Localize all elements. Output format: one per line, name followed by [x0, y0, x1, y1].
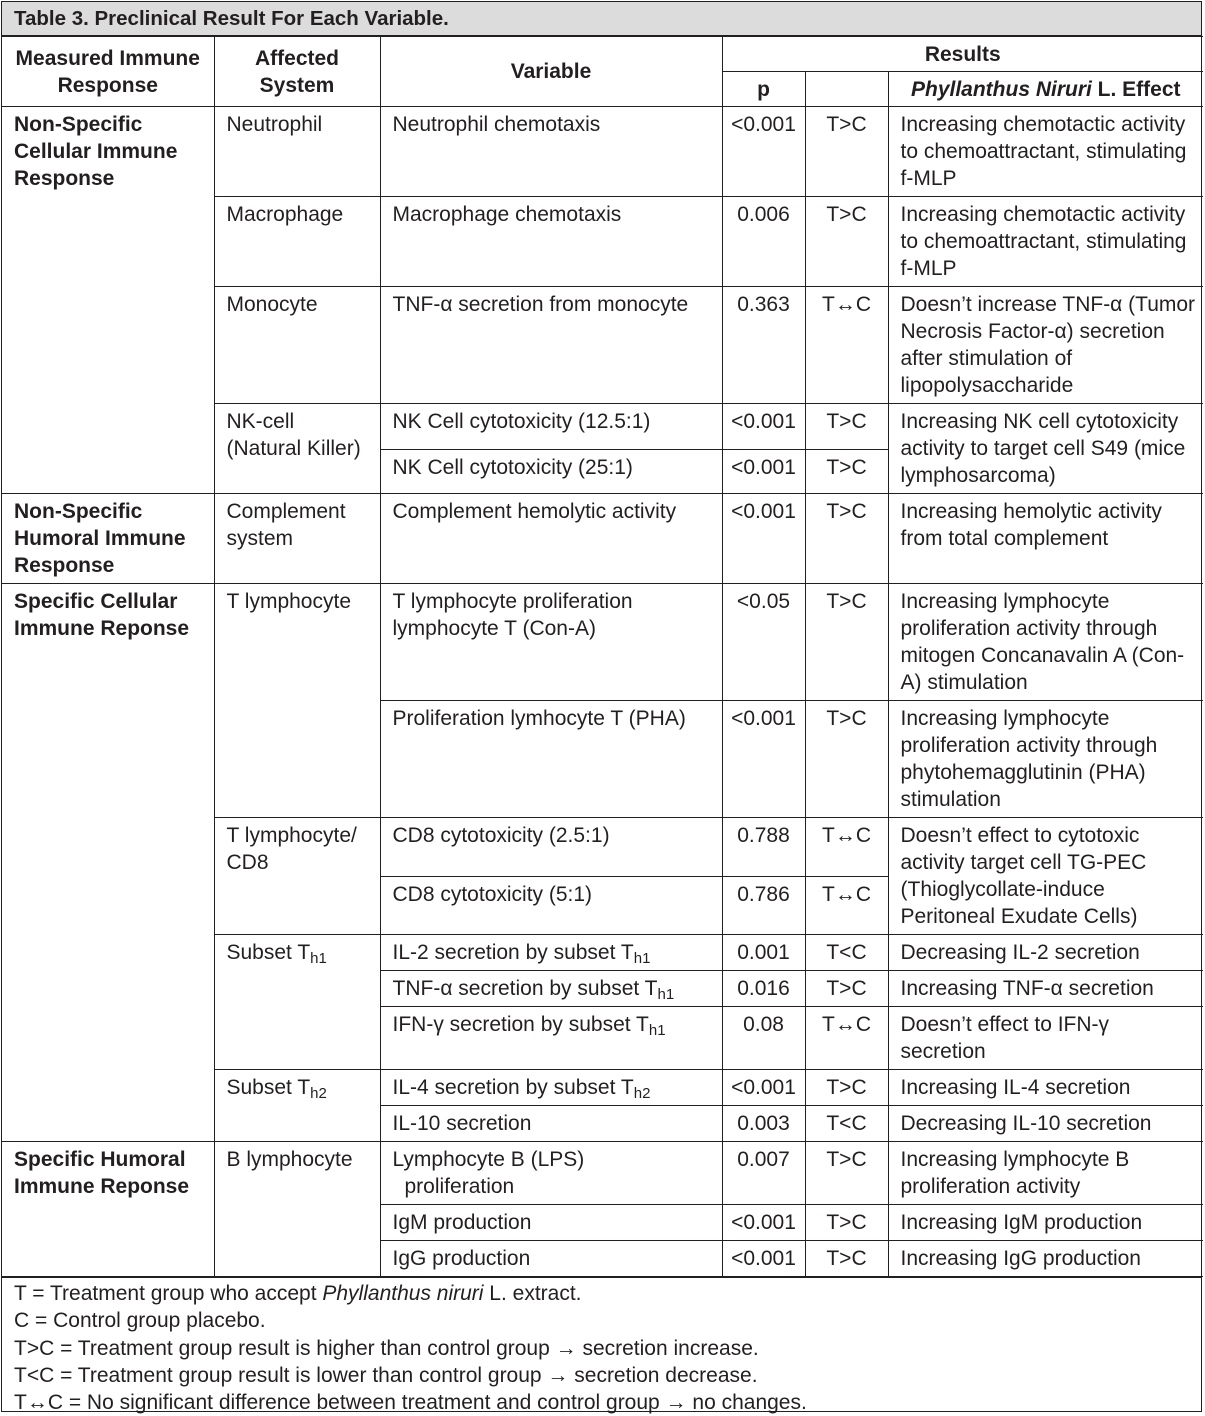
p-value-cell: 0.016 — [722, 971, 805, 1007]
table-footnotes — [2, 1277, 1201, 1416]
effect-cell: Doesn’t increase TNF-α (Tumor Necrosis Factor-α) secretion after stimulation of lipopolysaccharide — [888, 287, 1203, 404]
comparison-cell: T>C — [805, 584, 888, 701]
effect-cell: Increasing NK cell cytotoxicity activity to target cell S49 (mice lymphosarcoma) — [888, 404, 1203, 494]
system-subscript: h1 — [310, 950, 327, 967]
system-cell: Neutrophil — [214, 107, 380, 197]
variable-cell: T lymphocyte proliferation lymphocyte T (Con-A) — [380, 584, 722, 701]
comparison-cell: T>C — [805, 971, 888, 1007]
table-caption: Table 3. Preclinical Result For Each Variable. — [2, 2, 1201, 36]
comparison-cell: T>C — [805, 107, 888, 197]
footnote-higher: T>C = Treatment group result is higher than control group → secretion increase. — [14, 1336, 759, 1360]
effect-cell: Increasing TNF-α secretion — [888, 971, 1203, 1007]
system-subscript: h2 — [310, 1085, 327, 1102]
table-row — [2, 107, 1203, 197]
p-value-cell: 0.007 — [722, 1142, 805, 1205]
effect-cell: Increasing lymphocyte B proliferation activity — [888, 1142, 1203, 1205]
header-effect-species: Phyllanthus Niruri — [910, 77, 1092, 101]
p-value-cell: <0.05 — [722, 584, 805, 701]
effect-cell: Doesn’t effect to IFN-γ secretion — [888, 1007, 1203, 1070]
variable-subscript: h1 — [633, 950, 651, 967]
table-row — [2, 1142, 1203, 1205]
variable-cell: IL-10 secretion — [380, 1106, 722, 1142]
p-value-cell: <0.001 — [722, 1241, 805, 1277]
system-cell: Monocyte — [214, 287, 380, 404]
comparison-cell: T↔C — [805, 1007, 888, 1070]
system-cell: Macrophage — [214, 197, 380, 287]
variable-cell — [380, 1142, 722, 1205]
header-variable: Variable — [380, 37, 722, 107]
effect-cell: Increasing chemotactic activity to chemoattractant, stimulating f-MLP — [888, 107, 1203, 197]
variable-cell: IgM production — [380, 1205, 722, 1241]
group-label: Non-Specific Cellular Immune Response — [2, 107, 214, 494]
group-label: Specific Humoral Immune Reponse — [2, 1142, 214, 1277]
system-cell: NK-cell (Natural Killer) — [214, 404, 380, 494]
effect-cell: Doesn’t effect to cytotoxic activity target cell TG-PEC (Thioglycollate-induce Peritoneal Exudate Cells) — [888, 818, 1203, 935]
effect-cell: Increasing IgG production — [888, 1241, 1203, 1277]
variable-subscript: h1 — [657, 986, 675, 1003]
system-cell — [214, 1070, 380, 1142]
group-label: Specific Cellular Immune Reponse — [2, 584, 214, 1142]
p-value-cell: 0.006 — [722, 197, 805, 287]
p-value-cell: <0.001 — [722, 494, 805, 584]
comparison-cell: T>C — [805, 1070, 888, 1106]
system-label: Subset T — [226, 1076, 311, 1099]
comparison-cell: T<C — [805, 935, 888, 971]
p-value-cell: 0.788 — [722, 818, 805, 877]
footnote-text: T = Treatment group who accept — [14, 1282, 323, 1305]
effect-cell: Increasing lymphocyte proliferation activity through mitogen Concanavalin A (Con-A) stimulation — [888, 584, 1203, 701]
p-value-cell: <0.001 — [722, 404, 805, 450]
p-value-cell: <0.001 — [722, 1205, 805, 1241]
header-affected-system: Affected System — [214, 37, 380, 107]
comparison-cell: T>C — [805, 494, 888, 584]
comparison-cell: T↔C — [805, 876, 888, 935]
variable-cell — [380, 971, 722, 1007]
variable-cell: Neutrophil chemotaxis — [380, 107, 722, 197]
system-cell: B lymphocyte — [214, 1142, 380, 1277]
effect-cell: Increasing IL-4 secretion — [888, 1070, 1203, 1106]
variable-cell — [380, 1070, 722, 1106]
variable-cell — [380, 1007, 722, 1070]
comparison-cell: T↔C — [805, 287, 888, 404]
comparison-cell: T>C — [805, 1142, 888, 1205]
p-value-cell: <0.001 — [722, 1070, 805, 1106]
variable-cell: TNF-α secretion from monocyte — [380, 287, 722, 404]
p-value-cell: <0.001 — [722, 107, 805, 197]
results-table — [2, 36, 1203, 1277]
system-label: Subset T — [226, 941, 311, 964]
variable-cell: CD8 cytotoxicity (2.5:1) — [380, 818, 722, 877]
variable-cell — [380, 935, 722, 971]
group-label: Non-Specific Humoral Immune Response — [2, 494, 214, 584]
comparison-cell: T<C — [805, 1106, 888, 1142]
variable-subscript: h1 — [648, 1022, 666, 1039]
effect-cell: Decreasing IL-2 secretion — [888, 935, 1203, 971]
p-value-cell: <0.001 — [722, 449, 805, 494]
system-cell: T lymphocyte — [214, 584, 380, 818]
variable-text: IL-2 secretion by subset T — [392, 941, 634, 964]
header-effect — [888, 72, 1203, 107]
comparison-cell: T>C — [805, 449, 888, 494]
variable-cell: CD8 cytotoxicity (5:1) — [380, 876, 722, 935]
p-value-cell: 0.003 — [722, 1106, 805, 1142]
effect-cell: Increasing hemolytic activity from total complement — [888, 494, 1203, 584]
header-effect-suffix: L. Effect — [1091, 77, 1181, 101]
system-cell: Complement system — [214, 494, 380, 584]
variable-text: Lymphocyte B (LPS) — [392, 1148, 585, 1171]
table-row — [2, 494, 1203, 584]
header-comparison — [805, 72, 888, 107]
table-container — [1, 1, 1202, 1415]
system-cell: T lymphocyte/ CD8 — [214, 818, 380, 935]
comparison-cell: T>C — [805, 404, 888, 450]
effect-cell: Increasing lymphocyte proliferation activity through phytohemagglutinin (PHA) stimulation — [888, 701, 1203, 818]
variable-text-continued: proliferation — [404, 1175, 515, 1198]
comparison-cell: T>C — [805, 197, 888, 287]
comparison-cell: T>C — [805, 1205, 888, 1241]
variable-cell: Proliferation lymhocyte T (PHA) — [380, 701, 722, 818]
variable-cell: NK Cell cytotoxicity (12.5:1) — [380, 404, 722, 450]
comparison-cell: T>C — [805, 1241, 888, 1277]
variable-subscript: h2 — [633, 1085, 651, 1102]
footnote-text: L. extract. — [483, 1282, 582, 1305]
footnote-treatment — [14, 1280, 1189, 1307]
variable-text: TNF-α secretion by subset T — [392, 977, 658, 1000]
header-results: Results — [722, 37, 1203, 72]
comparison-cell: T>C — [805, 701, 888, 818]
system-cell — [214, 935, 380, 1070]
variable-cell: NK Cell cytotoxicity (25:1) — [380, 449, 722, 494]
effect-cell: Increasing IgM production — [888, 1205, 1203, 1241]
footnote-species: Phyllanthus niruri — [322, 1282, 484, 1305]
variable-cell: Complement hemolytic activity — [380, 494, 722, 584]
variable-text: IFN-γ secretion by subset T — [392, 1013, 649, 1036]
comparison-cell: T↔C — [805, 818, 888, 877]
header-measured-response: Measured Immune Response — [2, 37, 214, 107]
variable-cell: IgG production — [380, 1241, 722, 1277]
p-value-cell: 0.001 — [722, 935, 805, 971]
footnote-no-difference: T↔C = No significant difference between treatment and control group → no changes. — [14, 1391, 807, 1415]
p-value-cell: 0.786 — [722, 876, 805, 935]
variable-cell: Macrophage chemotaxis — [380, 197, 722, 287]
table-row — [2, 584, 1203, 701]
effect-cell: Increasing chemotactic activity to chemoattractant, stimulating f-MLP — [888, 197, 1203, 287]
p-value-cell: 0.363 — [722, 287, 805, 404]
p-value-cell: <0.001 — [722, 701, 805, 818]
p-value-cell: 0.08 — [722, 1007, 805, 1070]
variable-text: IL-4 secretion by subset T — [392, 1076, 634, 1099]
effect-cell: Decreasing IL-10 secretion — [888, 1106, 1203, 1142]
footnote-control: C = Control group placebo. — [14, 1309, 266, 1333]
footnote-lower: T<C = Treatment group result is lower than control group → secretion decrease. — [14, 1363, 758, 1387]
header-p: p — [722, 72, 805, 107]
